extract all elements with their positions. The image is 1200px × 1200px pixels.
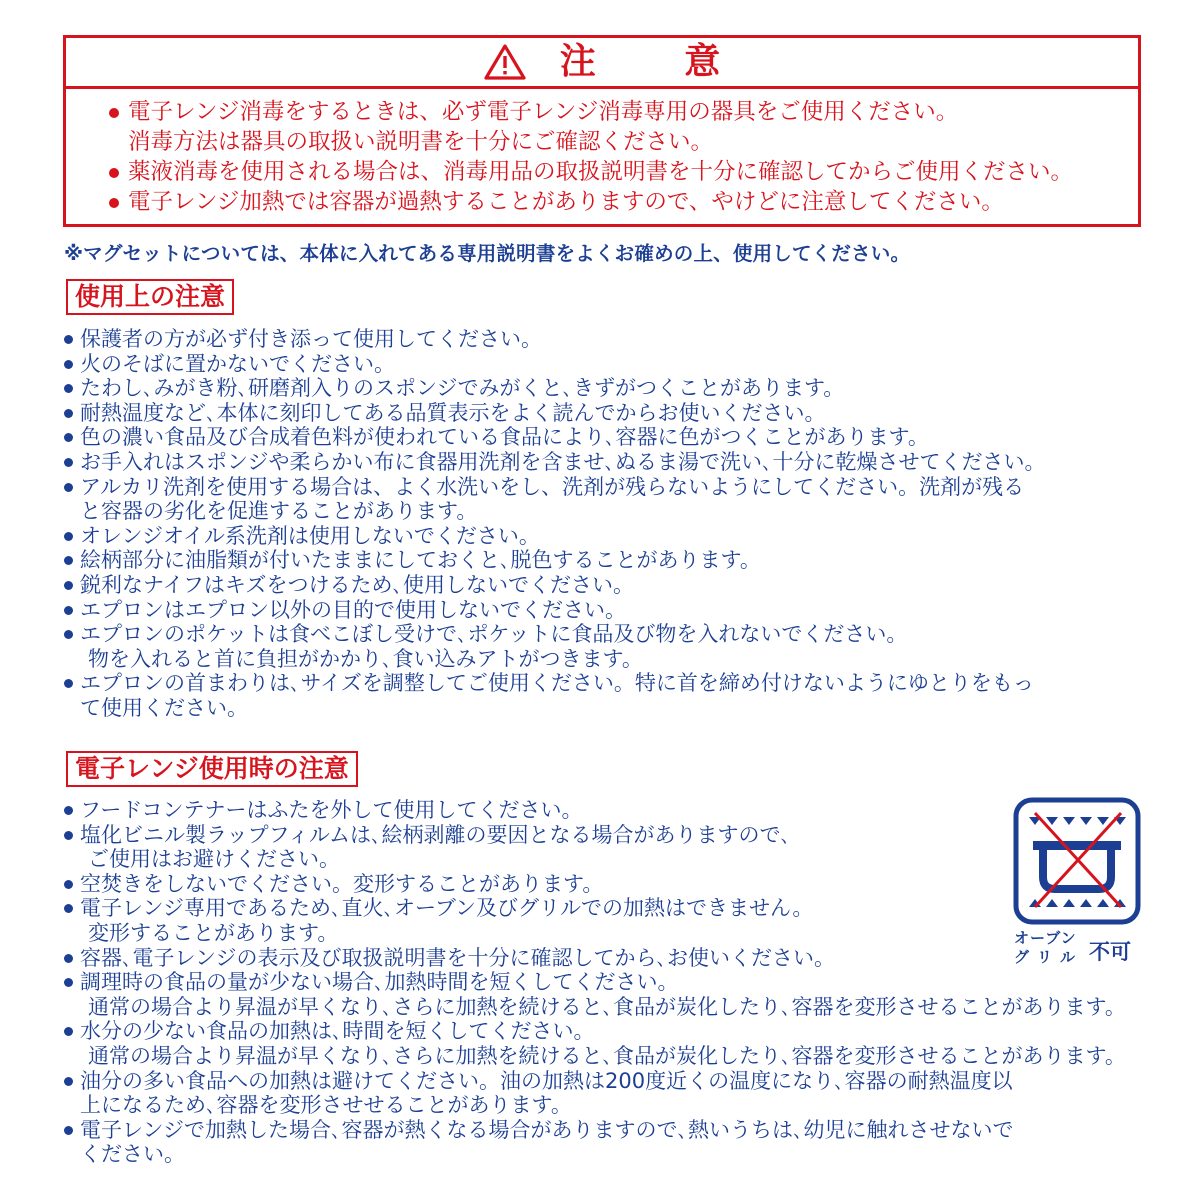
- usage-caution-item: [62, 573, 1045, 598]
- microwave-caution-item: [62, 946, 1126, 971]
- microwave-caution-heading: 電子レンジ使用時の注意: [66, 751, 358, 787]
- usage-caution-item-text: アルカリ洗剤を使用する場合は、よく水洗いをし、洗剤が残らないようにしてください。洗剤が残る: [80, 474, 1025, 499]
- usage-caution-item: [62, 450, 1045, 475]
- usage-caution-item-text: 耐熱温度など､本体に刻印してある品質表示をよく読んでからお使いください。: [80, 400, 826, 425]
- usage-caution-item-text: お手入れはスポンジや柔らかい布に食器用洗剤を含ませ､ぬるま湯で洗い､十分に乾燥させてください。: [80, 449, 1046, 474]
- microwave-caution-item-text: フードコンテナーはふたを外して使用してください。: [80, 798, 583, 822]
- caution-item-text: 電子レンジ加熱では容器が過熱することがありますので、やけどに注意してください。: [128, 189, 1004, 215]
- usage-caution-item: [62, 524, 1045, 549]
- usage-caution-item-text: エプロンのポケットは食べこぼし受けで､ポケットに食品及び物を入れないでください。: [80, 622, 908, 647]
- usage-caution-item: [62, 475, 1045, 524]
- usage-caution-item-text: 鋭利なナイフはキズをつけるため､使用しないでください。: [80, 572, 634, 597]
- no-oven-label-prohibited: 不可: [1089, 940, 1131, 964]
- caution-item: [106, 97, 1138, 157]
- microwave-caution-item-text: 電子レンジで加熱した場合､容器が熱くなる場合がありますので､熱いうちは､幼児に触れさせないで: [80, 1117, 1014, 1142]
- usage-caution-item-text: エプロンはエプロン以外の目的で使用しないでください。: [80, 597, 626, 622]
- usage-caution-list: [62, 327, 1045, 721]
- caution-item-text: 電子レンジ消毒をするときは、必ず電子レンジ消毒専用の器具をご使用ください。: [128, 99, 959, 125]
- microwave-caution-item-text: 容器､電子レンジの表示及び取扱説明書を十分に確認してから､お使いください。: [80, 945, 835, 970]
- microwave-caution-item: [62, 872, 1126, 897]
- microwave-caution-item-continuation: 変形することがあります。: [88, 920, 339, 945]
- usage-caution-item: [62, 352, 1045, 377]
- microwave-caution-item: [62, 798, 1126, 823]
- usage-caution-heading: 使用上の注意: [66, 279, 234, 315]
- no-oven-grill-label: [1014, 930, 1144, 966]
- caution-item-text: 薬液消毒を使用される場合は、消毒用品の取扱説明書を十分に確認してからご使用ください。: [128, 159, 1074, 185]
- microwave-caution-item: [62, 823, 1126, 872]
- microwave-caution-item-text: 水分の少ない食品の加熱は､時間を短くしてください。: [80, 1019, 595, 1044]
- microwave-caution-list: [62, 798, 1126, 1167]
- microwave-caution-item-continuation: ご使用はお避けください。: [88, 847, 340, 872]
- usage-caution-item: [62, 598, 1045, 623]
- usage-caution-item-text: 色の濃い食品及び合成着色料が使われている食品により､容器に色がつくことがあります。: [80, 425, 929, 450]
- usage-caution-item-text: 保護者の方が必ず付き添って使用してください。: [80, 327, 542, 351]
- caution-item-continuation: 消毒方法は器具の取扱い説明書を十分にご確認ください。: [128, 129, 714, 155]
- microwave-caution-item: [62, 1118, 1126, 1167]
- microwave-caution-item: [62, 970, 1126, 1019]
- microwave-caution-item-continuation: ください。: [80, 1142, 185, 1167]
- mug-set-note: ※マグセットについては、本体に入れてある専用説明書をよくお確めの上、使用してください。: [64, 242, 911, 265]
- usage-caution-item-continuation: て使用ください。: [80, 695, 248, 720]
- microwave-caution-item-continuation: 上になるため､容器を変形させせることがあります。: [80, 1093, 572, 1118]
- caution-item: [106, 187, 1138, 217]
- microwave-caution-item-continuation: 通常の場合より昇温が早くなり､さらに加熱を続けると､食品が炭化したり､容器を変形させることがあります。: [88, 1043, 1126, 1068]
- caution-title: 注 意: [559, 41, 759, 82]
- usage-caution-item-text: 火のそばに置かないでください。: [80, 351, 395, 376]
- caution-box: [63, 35, 1141, 227]
- usage-caution-item-text: 絵柄部分に油脂類が付いたままにしておくと､脱色することがあります。: [80, 548, 761, 573]
- usage-caution-item-text: エプロンの首まわりは､サイズを調整してご使用ください。特に首を締め付けないようにゆとりをもっ: [80, 671, 1034, 696]
- usage-caution-item: [62, 401, 1045, 426]
- microwave-caution-item-text: 調理時の食品の量が少ない場合､加熱時間を短くしてください。: [80, 970, 679, 995]
- no-oven-grill-icon: [1013, 797, 1141, 925]
- caution-list: [66, 89, 1138, 217]
- microwave-caution-item: [62, 1019, 1126, 1068]
- usage-caution-item: [62, 376, 1045, 401]
- caution-item: [106, 157, 1138, 187]
- microwave-caution-item-continuation: 通常の場合より昇温が早くなり､さらに加熱を続けると､食品が炭化したり､容器を変形させることがあります。: [88, 994, 1126, 1019]
- microwave-caution-item-text: 電子レンジ専用であるため､直火､オーブン及びグリルでの加熱はできません。: [80, 896, 814, 921]
- usage-caution-item: [62, 548, 1045, 573]
- microwave-caution-item-text: 空焚きをしないでください。変形することがあります。: [80, 871, 604, 896]
- microwave-caution-item-text: 油分の多い食品への加熱は避けてください。油の加熱は200度近くの温度になり､容器の耐熱温度以: [80, 1068, 1013, 1093]
- no-oven-label-oven: オーブン: [1014, 929, 1077, 947]
- caution-header: [66, 38, 1138, 89]
- warning-triangle-icon: [484, 44, 526, 80]
- usage-caution-item: [62, 425, 1045, 450]
- microwave-caution-item: [62, 1069, 1126, 1118]
- no-oven-label-grill: グリル: [1014, 948, 1084, 966]
- usage-caution-item-continuation: 物を入れると首に負担がかかり､食い込みアトがつきます。: [88, 646, 643, 671]
- usage-caution-item: [62, 327, 1045, 352]
- usage-caution-item-text: たわし､みがき粉､研磨剤入りのスポンジでみがくと､きずがつくことがあります。: [80, 376, 845, 401]
- usage-caution-item: [62, 622, 1045, 671]
- microwave-caution-item-text: 塩化ビニル製ラップフィルムは､絵柄剥離の要因となる場合がありますので､: [80, 822, 792, 847]
- usage-caution-item-continuation: と容器の劣化を促進することがあります。: [80, 499, 478, 524]
- microwave-caution-item: [62, 896, 1126, 945]
- usage-caution-item: [62, 671, 1045, 720]
- usage-caution-item-text: オレンジオイル系洗剤は使用しないでください。: [80, 523, 540, 548]
